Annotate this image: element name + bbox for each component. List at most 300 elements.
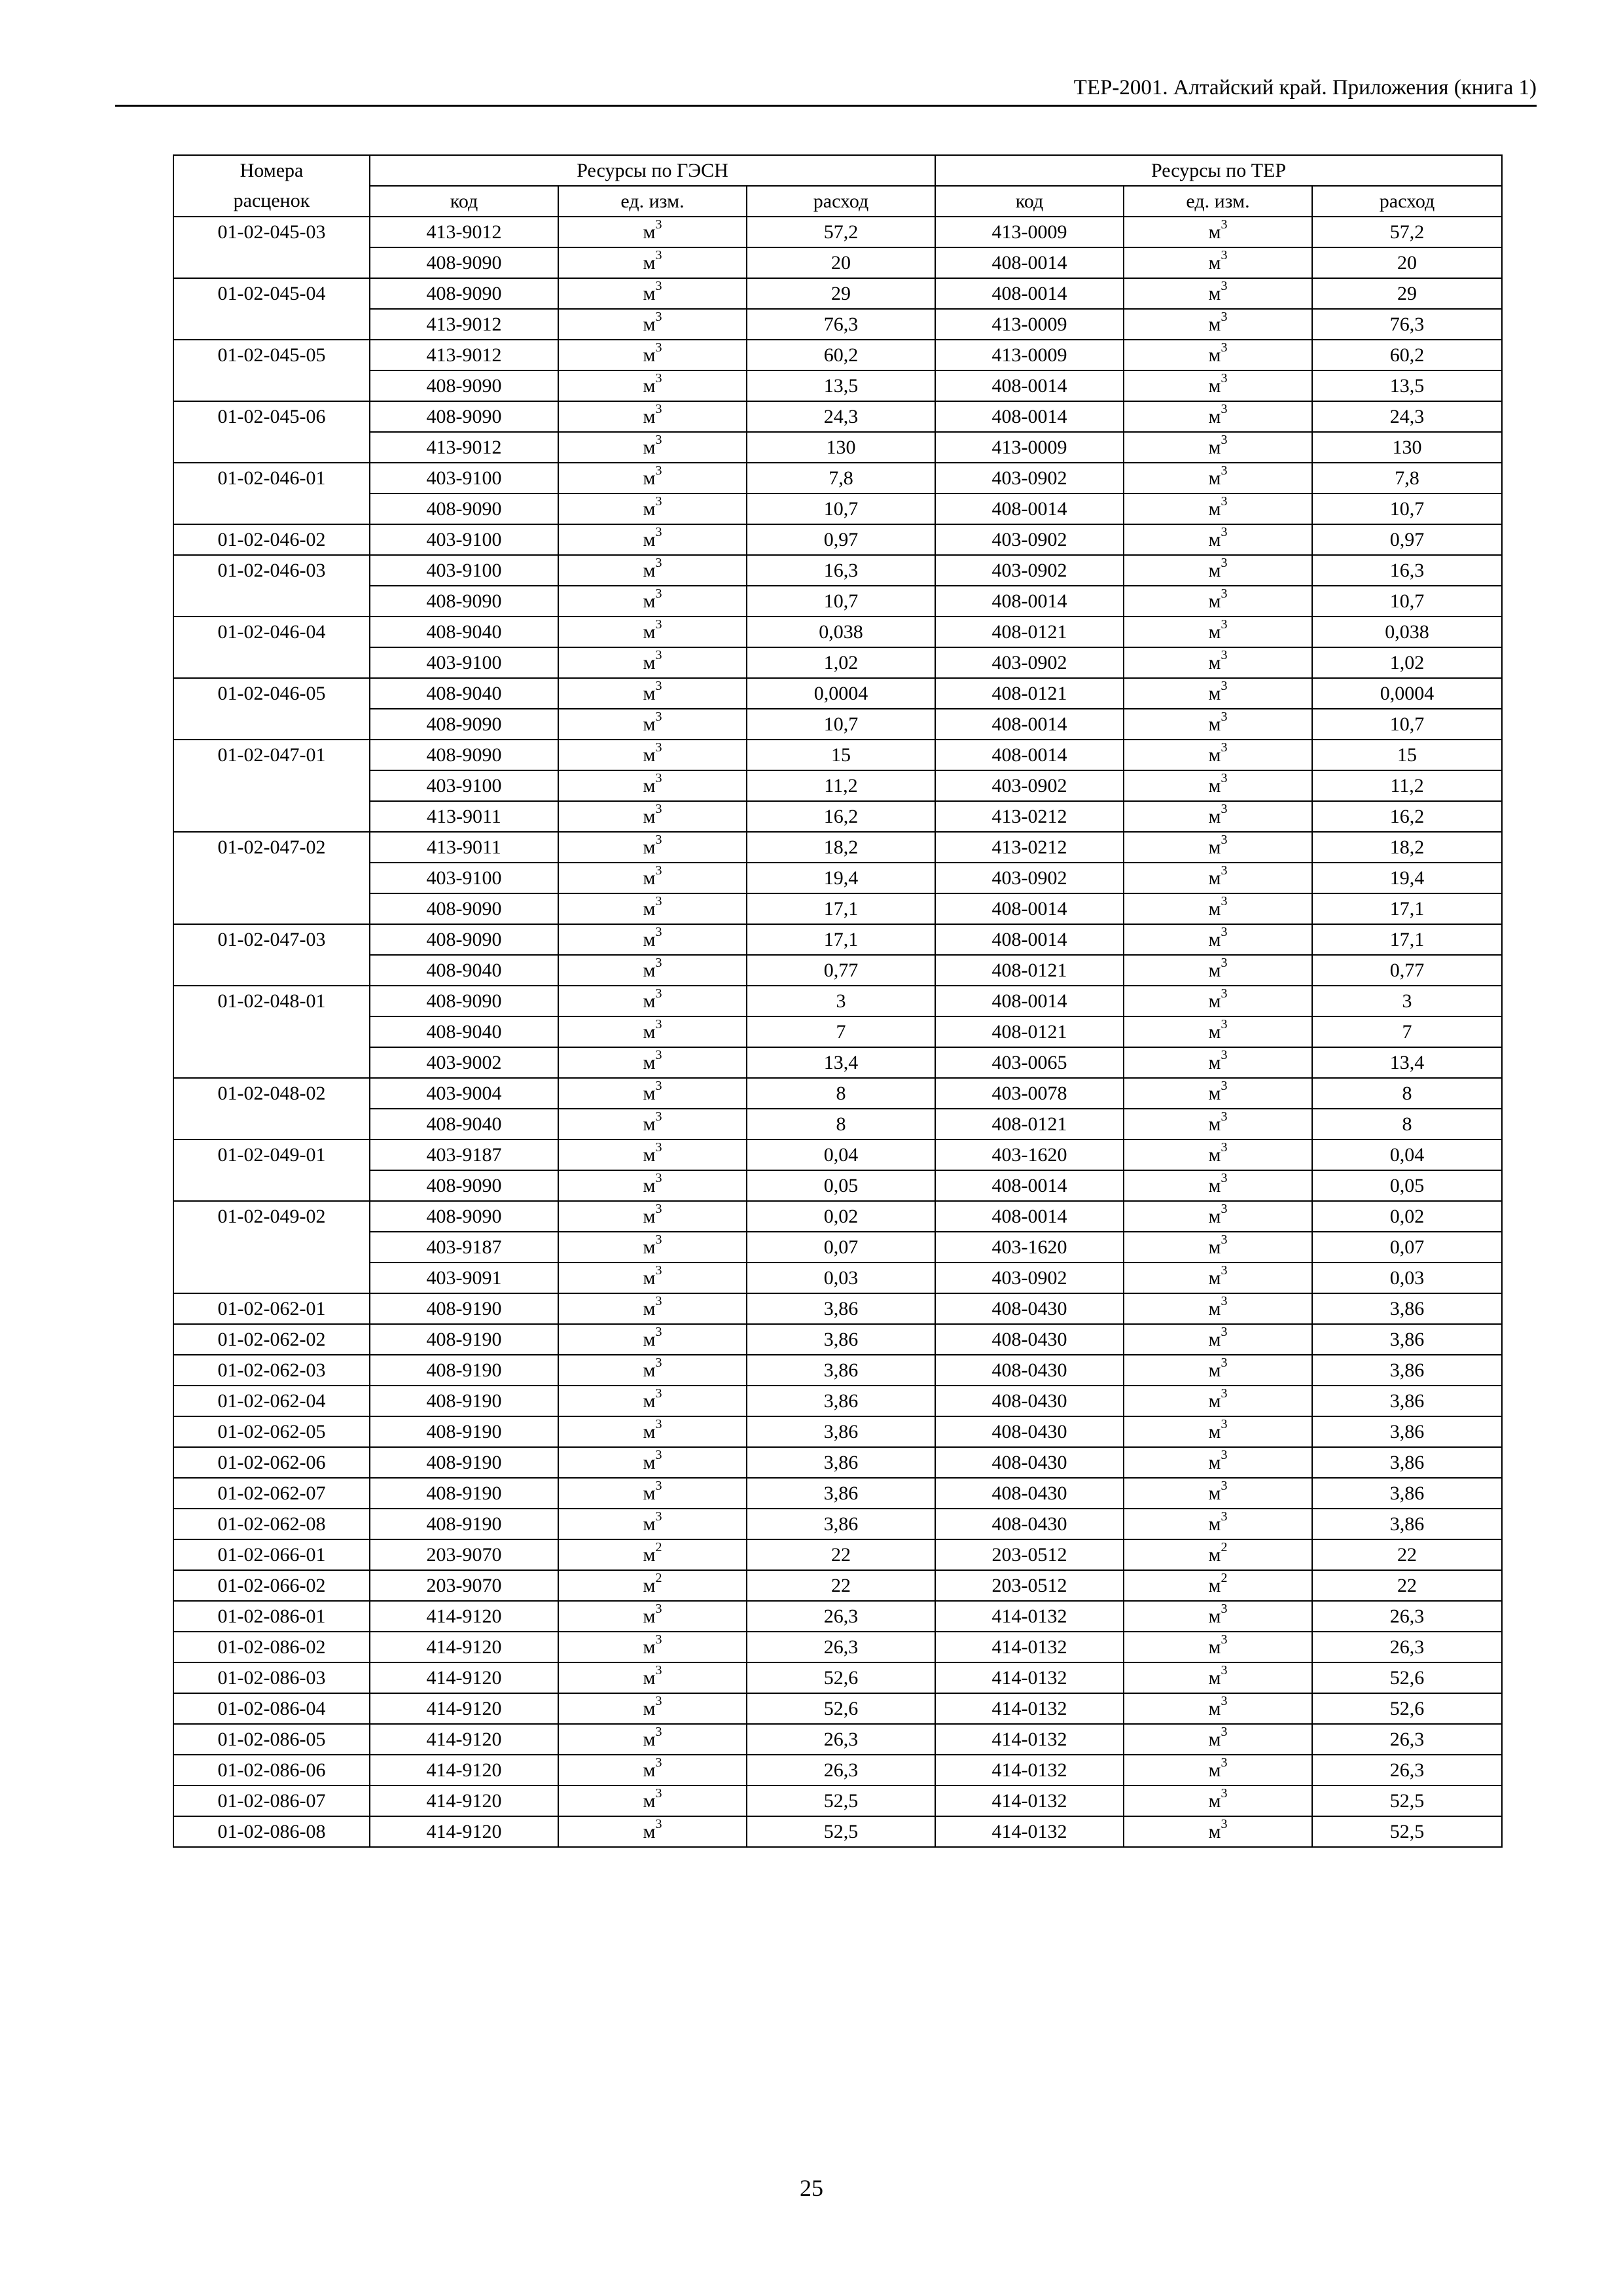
ter-code-header: код (935, 186, 1124, 217)
unit-exponent: 3 (655, 340, 662, 355)
table-row (173, 524, 1502, 555)
page-number: 25 (800, 2175, 823, 2201)
unit-exponent: 3 (655, 432, 662, 447)
table-row (173, 709, 1502, 740)
unit-exponent: 3 (1221, 678, 1228, 693)
ter-consumption-cell: 0,038 (1312, 617, 1502, 647)
document-title: ТЕР-2001. Алтайский край. Приложения (книга 1) (1073, 76, 1537, 99)
ter-unit-cell (1124, 493, 1312, 524)
unit-text: м (1208, 1390, 1221, 1412)
ter-code-cell: 413-0009 (935, 309, 1124, 340)
ter-unit-cell (1124, 555, 1312, 586)
ter-unit-cell (1124, 309, 1312, 340)
ter-unit-cell (1124, 801, 1312, 832)
unit-text: м (1208, 344, 1221, 366)
gesn-consumption-cell: 0,02 (747, 1201, 935, 1232)
unit-exponent: 3 (655, 863, 662, 878)
ter-unit-cell (1124, 1047, 1312, 1078)
ter-unit-cell (1124, 1263, 1312, 1293)
ter-unit-cell (1124, 1386, 1312, 1416)
unit-text: м (1208, 313, 1221, 335)
gesn-consumption-cell: 130 (747, 432, 935, 463)
table-row (173, 247, 1502, 278)
unit-text: м (643, 1574, 656, 1596)
unit-exponent: 3 (1221, 1447, 1228, 1462)
unit-exponent: 3 (655, 1632, 662, 1647)
unit-exponent: 3 (655, 401, 662, 416)
unit-exponent: 3 (1221, 1355, 1228, 1370)
table-row (173, 1047, 1502, 1078)
unit-exponent: 3 (655, 1047, 662, 1062)
gesn-consumption-cell: 8 (747, 1109, 935, 1139)
ter-code-cell: 408-0014 (935, 1170, 1124, 1201)
rate-number-cell: 01-02-062-04 (173, 1386, 370, 1416)
unit-text: м (643, 744, 656, 766)
ter-code-cell: 414-0132 (935, 1755, 1124, 1785)
gesn-code-cell: 408-9190 (370, 1324, 558, 1355)
gesn-code-cell: 413-9012 (370, 309, 558, 340)
unit-text: м (643, 1297, 656, 1319)
gesn-code-cell: 408-9090 (370, 586, 558, 617)
ter-code-cell: 414-0132 (935, 1785, 1124, 1816)
ter-code-cell: 413-0009 (935, 432, 1124, 463)
unit-exponent: 3 (655, 1478, 662, 1493)
ter-unit-cell (1124, 1662, 1312, 1693)
ter-consumption-header: расход (1312, 186, 1502, 217)
ter-unit-cell (1124, 1447, 1312, 1478)
ter-consumption-cell: 3,86 (1312, 1416, 1502, 1447)
gesn-code-cell: 414-9120 (370, 1601, 558, 1632)
unit-text: м (643, 1143, 656, 1166)
unit-text: м (1208, 1636, 1221, 1658)
ter-code-cell: 403-0078 (935, 1078, 1124, 1109)
ter-consumption-cell: 16,3 (1312, 555, 1502, 586)
gesn-code-cell: 403-9100 (370, 770, 558, 801)
ter-consumption-cell: 3,86 (1312, 1478, 1502, 1509)
gesn-code-cell: 403-9100 (370, 463, 558, 493)
ter-consumption-cell: 26,3 (1312, 1755, 1502, 1785)
unit-text: м (1208, 1543, 1221, 1566)
ter-unit-cell (1124, 524, 1312, 555)
unit-text: м (1208, 221, 1221, 243)
unit-exponent: 3 (655, 1201, 662, 1216)
ter-code-cell: 408-0121 (935, 1109, 1124, 1139)
rate-number-cell (173, 709, 370, 740)
unit-text: м (643, 1605, 656, 1627)
gesn-consumption-cell: 52,5 (747, 1785, 935, 1816)
rate-number-cell (173, 586, 370, 617)
ter-consumption-cell: 22 (1312, 1539, 1502, 1570)
ter-code-cell: 413-0009 (935, 217, 1124, 247)
rate-number-cell: 01-02-062-07 (173, 1478, 370, 1509)
table-row (173, 1662, 1502, 1693)
unit-text: м (1208, 1482, 1221, 1504)
gesn-consumption-cell: 0,038 (747, 617, 935, 647)
unit-exponent: 3 (655, 1016, 662, 1031)
ter-consumption-cell: 10,7 (1312, 709, 1502, 740)
unit-exponent: 3 (1221, 1263, 1228, 1278)
gesn-consumption-cell: 57,2 (747, 217, 935, 247)
unit-exponent: 3 (1221, 1139, 1228, 1155)
ter-unit-cell (1124, 1570, 1312, 1601)
ter-unit-cell (1124, 955, 1312, 986)
unit-exponent: 3 (1221, 524, 1228, 539)
ter-code-cell: 414-0132 (935, 1724, 1124, 1755)
table-row (173, 1785, 1502, 1816)
table-row (173, 1755, 1502, 1785)
rate-number-cell: 01-02-045-04 (173, 278, 370, 309)
table-row (173, 1386, 1502, 1416)
rate-number-cell: 01-02-066-02 (173, 1570, 370, 1601)
gesn-unit-cell (558, 647, 747, 678)
gesn-unit-cell (558, 863, 747, 893)
unit-exponent: 3 (1221, 617, 1228, 632)
gesn-code-cell: 408-9040 (370, 1109, 558, 1139)
rate-number-cell (173, 1047, 370, 1078)
ter-consumption-cell: 26,3 (1312, 1601, 1502, 1632)
table-row (173, 586, 1502, 617)
ter-code-cell: 408-0430 (935, 1324, 1124, 1355)
rate-number-cell: 01-02-086-06 (173, 1755, 370, 1785)
unit-exponent: 3 (655, 1662, 662, 1677)
unit-text: м (1208, 1082, 1221, 1104)
table-row (173, 432, 1502, 463)
unit-exponent: 3 (1221, 1601, 1228, 1616)
ter-code-cell: 408-0430 (935, 1386, 1124, 1416)
gesn-code-cell: 408-9040 (370, 955, 558, 986)
unit-exponent: 3 (1221, 217, 1228, 232)
gesn-unit-cell (558, 555, 747, 586)
unit-text: м (643, 313, 656, 335)
gesn-unit-cell (558, 893, 747, 924)
unit-exponent: 3 (1221, 1724, 1228, 1739)
gesn-code-cell: 414-9120 (370, 1785, 558, 1816)
unit-exponent: 3 (1221, 432, 1228, 447)
gesn-resources-header: Ресурсы по ГЭСН (370, 155, 935, 186)
unit-text: м (1208, 651, 1221, 673)
rate-number-cell: 01-02-045-05 (173, 340, 370, 370)
unit-exponent: 3 (1221, 1509, 1228, 1524)
ter-unit-cell (1124, 463, 1312, 493)
ter-code-cell: 403-0902 (935, 863, 1124, 893)
ter-consumption-cell: 60,2 (1312, 340, 1502, 370)
gesn-code-cell: 403-9002 (370, 1047, 558, 1078)
gesn-unit-cell (558, 1662, 747, 1693)
gesn-unit-cell (558, 1601, 747, 1632)
gesn-unit-cell (558, 217, 747, 247)
rate-number-cell (173, 432, 370, 463)
rate-number-cell: 01-02-049-02 (173, 1201, 370, 1232)
unit-text: м (643, 713, 656, 735)
unit-text: м (643, 1082, 656, 1104)
unit-text: м (643, 1420, 656, 1443)
table-row (173, 1016, 1502, 1047)
rate-number-cell: 01-02-066-01 (173, 1539, 370, 1570)
gesn-unit-cell (558, 1693, 747, 1724)
gesn-consumption-cell: 8 (747, 1078, 935, 1109)
unit-exponent: 3 (655, 1078, 662, 1093)
gesn-consumption-cell: 26,3 (747, 1632, 935, 1662)
ter-consumption-cell: 13,4 (1312, 1047, 1502, 1078)
unit-text: м (643, 774, 656, 797)
gesn-consumption-cell: 17,1 (747, 893, 935, 924)
table-row (173, 893, 1502, 924)
unit-text: м (643, 651, 656, 673)
gesn-unit-cell (558, 370, 747, 401)
gesn-code-cell: 413-9012 (370, 340, 558, 370)
table-row (173, 1078, 1502, 1109)
ter-code-cell: 413-0212 (935, 801, 1124, 832)
ter-code-cell: 408-0121 (935, 955, 1124, 986)
gesn-consumption-cell: 3,86 (747, 1386, 935, 1416)
unit-text: м (643, 282, 656, 304)
rate-number-cell: 01-02-048-01 (173, 986, 370, 1016)
gesn-consumption-cell: 13,4 (747, 1047, 935, 1078)
resources-table (173, 154, 1503, 1848)
unit-exponent: 3 (1221, 1109, 1228, 1124)
gesn-consumption-cell: 3,86 (747, 1416, 935, 1447)
table-row (173, 770, 1502, 801)
unit-exponent: 3 (1221, 370, 1228, 386)
unit-text: м (1208, 713, 1221, 735)
gesn-code-cell: 408-9090 (370, 278, 558, 309)
table-row (173, 463, 1502, 493)
unit-exponent: 3 (655, 524, 662, 539)
ter-unit-cell (1124, 1693, 1312, 1724)
gesn-consumption-cell: 3,86 (747, 1447, 935, 1478)
unit-exponent: 3 (655, 1232, 662, 1247)
unit-text: м (1208, 1020, 1221, 1043)
gesn-code-cell: 403-9091 (370, 1263, 558, 1293)
unit-exponent: 3 (1221, 247, 1228, 262)
unit-text: м (643, 1205, 656, 1227)
gesn-consumption-cell: 24,3 (747, 401, 935, 432)
rate-numbers-header-line2: расценок (173, 186, 370, 217)
rate-number-cell (173, 1263, 370, 1293)
ter-code-cell: 408-0430 (935, 1355, 1124, 1386)
unit-exponent: 3 (655, 740, 662, 755)
ter-consumption-cell: 16,2 (1312, 801, 1502, 832)
gesn-consumption-cell: 10,7 (747, 586, 935, 617)
unit-exponent: 3 (655, 1386, 662, 1401)
table-row (173, 1509, 1502, 1539)
unit-exponent: 3 (1221, 924, 1228, 939)
gesn-code-cell: 403-9100 (370, 555, 558, 586)
ter-consumption-cell: 52,6 (1312, 1662, 1502, 1693)
table-row (173, 370, 1502, 401)
gesn-consumption-cell: 26,3 (747, 1755, 935, 1785)
unit-exponent: 3 (655, 217, 662, 232)
unit-exponent: 3 (655, 1785, 662, 1801)
unit-exponent: 3 (1221, 340, 1228, 355)
ter-unit-cell (1124, 709, 1312, 740)
gesn-code-cell: 408-9090 (370, 1201, 558, 1232)
gesn-consumption-cell: 17,1 (747, 924, 935, 955)
unit-exponent: 3 (655, 1170, 662, 1185)
gesn-code-cell: 403-9100 (370, 524, 558, 555)
gesn-unit-cell (558, 832, 747, 863)
ter-unit-cell (1124, 617, 1312, 647)
gesn-consumption-cell: 10,7 (747, 493, 935, 524)
rate-number-cell: 01-02-086-02 (173, 1632, 370, 1662)
gesn-consumption-cell: 3,86 (747, 1355, 935, 1386)
table-row (173, 401, 1502, 432)
gesn-code-cell: 408-9090 (370, 1170, 558, 1201)
gesn-consumption-cell: 7 (747, 1016, 935, 1047)
unit-text: м (643, 1266, 656, 1289)
ter-consumption-cell: 130 (1312, 432, 1502, 463)
unit-text: м (643, 897, 656, 920)
gesn-code-cell: 408-9090 (370, 740, 558, 770)
gesn-unit-cell (558, 801, 747, 832)
ter-code-cell: 408-0014 (935, 586, 1124, 617)
ter-consumption-cell: 0,02 (1312, 1201, 1502, 1232)
unit-text: м (1208, 1789, 1221, 1812)
ter-consumption-cell: 17,1 (1312, 893, 1502, 924)
rate-number-cell: 01-02-045-03 (173, 217, 370, 247)
gesn-consumption-cell: 13,5 (747, 370, 935, 401)
unit-text: м (643, 959, 656, 981)
gesn-unit-header: ед. изм. (558, 186, 747, 217)
table-row (173, 801, 1502, 832)
table-row (173, 1632, 1502, 1662)
gesn-code-cell: 408-9040 (370, 1016, 558, 1047)
rate-number-cell: 01-02-045-06 (173, 401, 370, 432)
ter-unit-cell (1124, 278, 1312, 309)
unit-exponent: 3 (655, 678, 662, 693)
gesn-code-cell: 413-9012 (370, 217, 558, 247)
unit-text: м (1208, 990, 1221, 1012)
unit-text: м (643, 405, 656, 427)
ter-code-cell: 408-0121 (935, 1016, 1124, 1047)
ter-unit-cell (1124, 247, 1312, 278)
unit-exponent: 3 (655, 309, 662, 324)
ter-consumption-cell: 17,1 (1312, 924, 1502, 955)
rate-number-cell: 01-02-046-04 (173, 617, 370, 647)
gesn-unit-cell (558, 524, 747, 555)
ter-unit-cell (1124, 586, 1312, 617)
table-body (173, 217, 1502, 1847)
unit-text: м (643, 1236, 656, 1258)
ter-consumption-cell: 52,5 (1312, 1785, 1502, 1816)
gesn-code-cell: 414-9120 (370, 1755, 558, 1785)
ter-unit-cell (1124, 1293, 1312, 1324)
gesn-unit-cell (558, 340, 747, 370)
ter-code-cell: 408-0430 (935, 1293, 1124, 1324)
gesn-unit-cell (558, 247, 747, 278)
unit-exponent: 3 (655, 1816, 662, 1831)
unit-exponent: 3 (1221, 770, 1228, 785)
gesn-unit-cell (558, 1509, 747, 1539)
ter-consumption-cell: 3,86 (1312, 1324, 1502, 1355)
unit-exponent: 3 (655, 278, 662, 293)
unit-exponent: 2 (1221, 1539, 1228, 1554)
unit-text: м (643, 805, 656, 827)
gesn-unit-cell (558, 1109, 747, 1139)
unit-exponent: 3 (655, 1293, 662, 1308)
gesn-code-cell: 408-9040 (370, 617, 558, 647)
unit-exponent: 3 (1221, 1416, 1228, 1431)
gesn-code-cell: 203-9070 (370, 1539, 558, 1570)
unit-text: м (643, 374, 656, 397)
gesn-consumption-cell: 3 (747, 986, 935, 1016)
gesn-code-header: код (370, 186, 558, 217)
gesn-consumption-cell: 19,4 (747, 863, 935, 893)
gesn-code-cell: 414-9120 (370, 1816, 558, 1847)
unit-text: м (1208, 251, 1221, 274)
unit-text: м (643, 344, 656, 366)
table-row (173, 1570, 1502, 1601)
rate-number-cell: 01-02-062-01 (173, 1293, 370, 1324)
table-row (173, 555, 1502, 586)
unit-text: м (643, 436, 656, 458)
ter-consumption-cell: 1,02 (1312, 647, 1502, 678)
unit-exponent: 3 (655, 1416, 662, 1431)
gesn-unit-cell (558, 740, 747, 770)
ter-unit-cell (1124, 1016, 1312, 1047)
gesn-consumption-cell: 0,97 (747, 524, 935, 555)
unit-text: м (643, 251, 656, 274)
gesn-unit-cell (558, 1139, 747, 1170)
unit-exponent: 3 (1221, 1478, 1228, 1493)
rate-number-cell (173, 1109, 370, 1139)
gesn-consumption-cell: 29 (747, 278, 935, 309)
ter-unit-cell (1124, 1355, 1312, 1386)
unit-exponent: 3 (1221, 863, 1228, 878)
unit-text: м (643, 467, 656, 489)
unit-text: м (643, 528, 656, 550)
unit-exponent: 3 (1221, 832, 1228, 847)
ter-consumption-cell: 18,2 (1312, 832, 1502, 863)
ter-unit-cell (1124, 1785, 1312, 1816)
gesn-consumption-cell: 3,86 (747, 1293, 935, 1324)
unit-exponent: 3 (1221, 1632, 1228, 1647)
ter-consumption-cell: 3,86 (1312, 1386, 1502, 1416)
ter-code-cell: 403-1620 (935, 1232, 1124, 1263)
page-header (115, 73, 1537, 107)
unit-text: м (1208, 590, 1221, 612)
gesn-code-cell: 408-9090 (370, 493, 558, 524)
ter-code-cell: 413-0212 (935, 832, 1124, 863)
unit-text: м (1208, 682, 1221, 704)
ter-code-cell: 203-0512 (935, 1539, 1124, 1570)
gesn-unit-cell (558, 986, 747, 1016)
unit-exponent: 3 (1221, 1324, 1228, 1339)
unit-exponent: 3 (655, 709, 662, 724)
gesn-consumption-cell: 10,7 (747, 709, 935, 740)
unit-exponent: 3 (1221, 1386, 1228, 1401)
unit-exponent: 3 (1221, 1816, 1228, 1831)
unit-exponent: 3 (1221, 893, 1228, 908)
ter-unit-cell (1124, 1078, 1312, 1109)
unit-exponent: 3 (1221, 278, 1228, 293)
ter-code-cell: 403-0902 (935, 647, 1124, 678)
ter-unit-cell (1124, 1109, 1312, 1139)
unit-text: м (643, 1451, 656, 1473)
rate-number-cell: 01-02-086-04 (173, 1693, 370, 1724)
rate-number-cell: 01-02-049-01 (173, 1139, 370, 1170)
ter-code-cell: 408-0430 (935, 1447, 1124, 1478)
gesn-unit-cell (558, 493, 747, 524)
gesn-consumption-cell: 3,86 (747, 1478, 935, 1509)
table-row (173, 1324, 1502, 1355)
unit-exponent: 3 (1221, 463, 1228, 478)
gesn-unit-cell (558, 1539, 747, 1570)
unit-text: м (643, 1759, 656, 1781)
unit-exponent: 3 (1221, 1170, 1228, 1185)
rate-number-cell (173, 863, 370, 893)
ter-code-cell: 408-0430 (935, 1478, 1124, 1509)
